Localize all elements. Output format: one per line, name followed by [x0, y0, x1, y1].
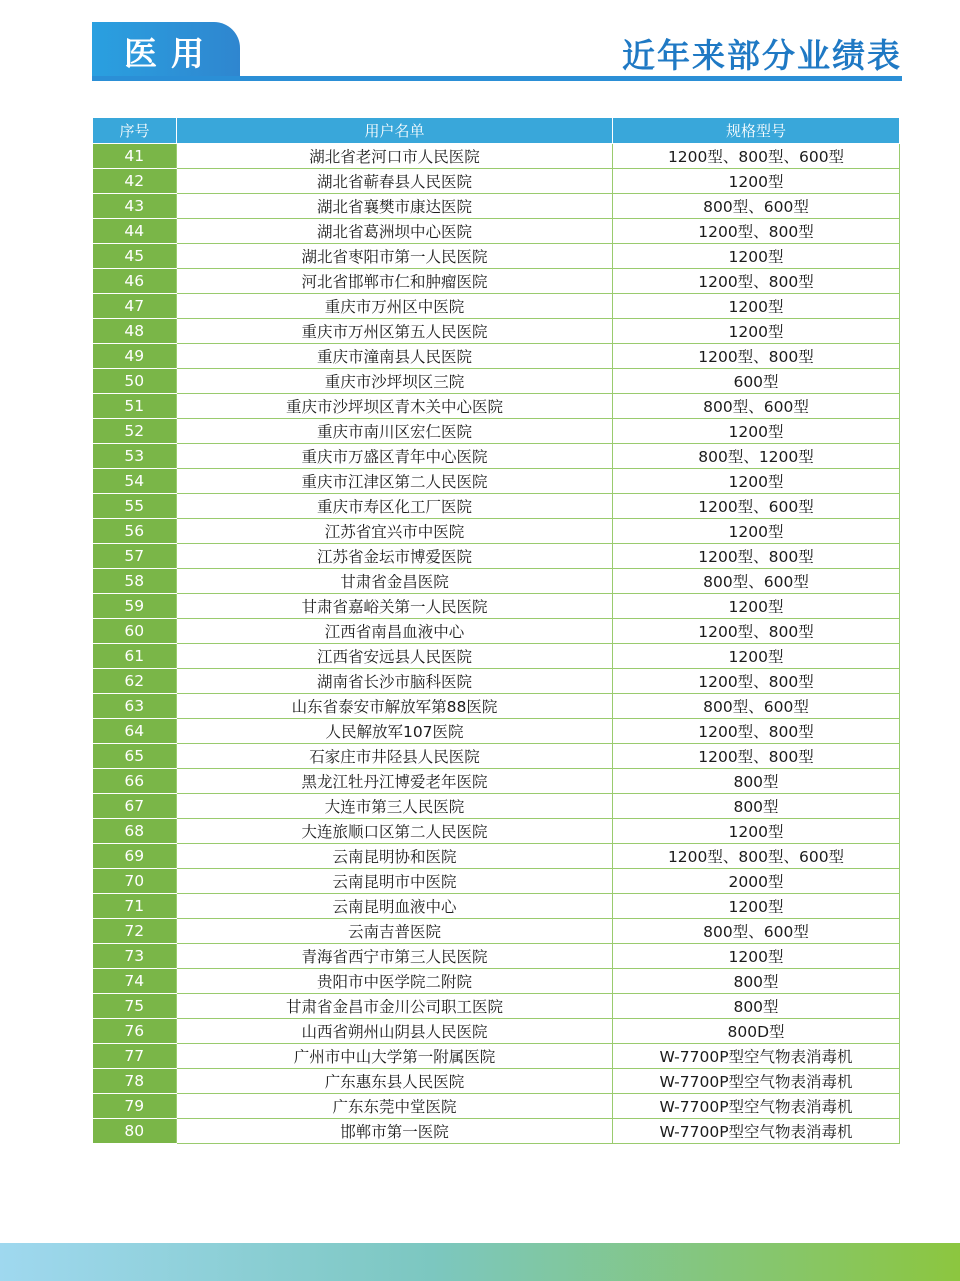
row-number: 51: [93, 394, 177, 419]
row-user-name: 山西省朔州山阴县人民医院: [177, 1019, 613, 1044]
table-row: [93, 394, 900, 419]
row-number: 76: [93, 1019, 177, 1044]
row-number: 75: [93, 994, 177, 1019]
row-user-name: 重庆市万盛区青年中心医院: [177, 444, 613, 469]
row-model: 1200型、800型: [613, 544, 900, 569]
row-user-name: 江西省安远县人民医院: [177, 644, 613, 669]
row-number: 72: [93, 919, 177, 944]
row-number: 56: [93, 519, 177, 544]
row-number: 59: [93, 594, 177, 619]
row-model: 1200型、800型、600型: [613, 844, 900, 869]
row-number: 41: [93, 144, 177, 169]
row-model: W-7700P型空气物表消毒机: [613, 1044, 900, 1069]
table-row: [93, 494, 900, 519]
table-row: [93, 269, 900, 294]
row-number: 80: [93, 1119, 177, 1144]
row-number: 62: [93, 669, 177, 694]
row-number: 63: [93, 694, 177, 719]
row-model: 800型、600型: [613, 919, 900, 944]
table-row: [93, 444, 900, 469]
table-row: [93, 1019, 900, 1044]
row-user-name: 甘肃省金昌市金川公司职工医院: [177, 994, 613, 1019]
row-number: 45: [93, 244, 177, 269]
row-model: 1200型: [613, 894, 900, 919]
row-number: 68: [93, 819, 177, 844]
row-model: 2000型: [613, 869, 900, 894]
row-user-name: 湖北省老河口市人民医院: [177, 144, 613, 169]
table-row: [93, 144, 900, 169]
row-user-name: 黑龙江牡丹江博爱老年医院: [177, 769, 613, 794]
row-model: 1200型、800型: [613, 744, 900, 769]
table-row: [93, 1119, 900, 1144]
row-model: 1200型: [613, 419, 900, 444]
row-model: 800型、600型: [613, 194, 900, 219]
row-model: 800型、600型: [613, 569, 900, 594]
table-row: [93, 1094, 900, 1119]
table-row: [93, 1069, 900, 1094]
row-model: 1200型、800型: [613, 669, 900, 694]
row-model: W-7700P型空气物表消毒机: [613, 1069, 900, 1094]
row-number: 54: [93, 469, 177, 494]
row-model: 800型: [613, 994, 900, 1019]
column-header-number: 序号: [93, 118, 177, 144]
row-model: 1200型、800型、600型: [613, 144, 900, 169]
row-user-name: 云南昆明市中医院: [177, 869, 613, 894]
table-row: [93, 969, 900, 994]
row-user-name: 甘肃省金昌医院: [177, 569, 613, 594]
row-number: 49: [93, 344, 177, 369]
table-row: [93, 369, 900, 394]
footer-band: [0, 1243, 960, 1281]
row-user-name: 石家庄市井陉县人民医院: [177, 744, 613, 769]
row-model: 1200型: [613, 519, 900, 544]
row-number: 48: [93, 319, 177, 344]
table-row: [93, 819, 900, 844]
performance-table: [92, 117, 900, 1144]
row-model: W-7700P型空气物表消毒机: [613, 1094, 900, 1119]
row-number: 71: [93, 894, 177, 919]
performance-table-container: [92, 117, 899, 1144]
row-user-name: 湖南省长沙市脑科医院: [177, 669, 613, 694]
row-user-name: 重庆市江津区第二人民医院: [177, 469, 613, 494]
row-user-name: 山东省泰安市解放军第88医院: [177, 694, 613, 719]
row-number: 74: [93, 969, 177, 994]
row-number: 58: [93, 569, 177, 594]
row-model: 1200型、800型: [613, 219, 900, 244]
table-row: [93, 469, 900, 494]
row-user-name: 大连市第三人民医院: [177, 794, 613, 819]
row-user-name: 江苏省宜兴市中医院: [177, 519, 613, 544]
row-number: 50: [93, 369, 177, 394]
row-model: 1200型、800型: [613, 619, 900, 644]
row-number: 73: [93, 944, 177, 969]
table-row: [93, 569, 900, 594]
row-number: 77: [93, 1044, 177, 1069]
table-row: [93, 894, 900, 919]
row-user-name: 重庆市寿区化工厂医院: [177, 494, 613, 519]
table-row: [93, 944, 900, 969]
table-row: [93, 294, 900, 319]
row-model: 1200型: [613, 819, 900, 844]
row-user-name: 重庆市潼南县人民医院: [177, 344, 613, 369]
table-row: [93, 344, 900, 369]
row-model: W-7700P型空气物表消毒机: [613, 1119, 900, 1144]
table-row: [93, 844, 900, 869]
row-model: 800型、1200型: [613, 444, 900, 469]
row-user-name: 重庆市沙坪坝区三院: [177, 369, 613, 394]
row-model: 1200型、800型: [613, 344, 900, 369]
column-header-user: 用户名单: [177, 118, 613, 144]
row-number: 65: [93, 744, 177, 769]
row-number: 67: [93, 794, 177, 819]
row-number: 52: [93, 419, 177, 444]
row-number: 46: [93, 269, 177, 294]
row-model: 1200型: [613, 294, 900, 319]
table-row: [93, 744, 900, 769]
row-model: 1200型: [613, 244, 900, 269]
row-number: 61: [93, 644, 177, 669]
row-model: 800型、600型: [613, 694, 900, 719]
table-row: [93, 219, 900, 244]
row-user-name: 湖北省蕲春县人民医院: [177, 169, 613, 194]
row-user-name: 广州市中山大学第一附属医院: [177, 1044, 613, 1069]
row-model: 1200型: [613, 169, 900, 194]
row-user-name: 河北省邯郸市仁和肿瘤医院: [177, 269, 613, 294]
table-row: [93, 869, 900, 894]
row-number: 70: [93, 869, 177, 894]
row-number: 69: [93, 844, 177, 869]
row-number: 64: [93, 719, 177, 744]
table-header-row: [93, 118, 900, 144]
table-row: [93, 669, 900, 694]
row-number: 55: [93, 494, 177, 519]
table-row: [93, 644, 900, 669]
row-model: 1200型、800型: [613, 719, 900, 744]
row-number: 47: [93, 294, 177, 319]
column-header-model: 规格型号: [613, 118, 900, 144]
row-number: 60: [93, 619, 177, 644]
table-row: [93, 994, 900, 1019]
row-user-name: 青海省西宁市第三人民医院: [177, 944, 613, 969]
row-user-name: 重庆市万州区中医院: [177, 294, 613, 319]
row-number: 53: [93, 444, 177, 469]
row-user-name: 重庆市南川区宏仁医院: [177, 419, 613, 444]
table-row: [93, 319, 900, 344]
row-model: 1200型: [613, 944, 900, 969]
table-row: [93, 519, 900, 544]
row-user-name: 人民解放军107医院: [177, 719, 613, 744]
table-row: [93, 544, 900, 569]
table-row: [93, 194, 900, 219]
row-user-name: 重庆市沙坪坝区青木关中心医院: [177, 394, 613, 419]
row-user-name: 贵阳市中医学院二附院: [177, 969, 613, 994]
table-row: [93, 1044, 900, 1069]
row-user-name: 云南昆明协和医院: [177, 844, 613, 869]
table-row: [93, 919, 900, 944]
row-user-name: 广东东莞中堂医院: [177, 1094, 613, 1119]
row-model: 1200型、800型: [613, 269, 900, 294]
row-user-name: 湖北省葛洲坝中心医院: [177, 219, 613, 244]
row-user-name: 湖北省襄樊市康达医院: [177, 194, 613, 219]
page-title: 近年来部分业绩表: [622, 36, 902, 75]
table-row: [93, 419, 900, 444]
row-user-name: 江西省南昌血液中心: [177, 619, 613, 644]
table-row: [93, 719, 900, 744]
row-number: 79: [93, 1094, 177, 1119]
table-body: [93, 144, 900, 1144]
table-row: [93, 594, 900, 619]
row-number: 44: [93, 219, 177, 244]
row-model: 1200型: [613, 469, 900, 494]
row-model: 800型: [613, 969, 900, 994]
row-user-name: 甘肃省嘉峪关第一人民医院: [177, 594, 613, 619]
row-model: 600型: [613, 369, 900, 394]
row-user-name: 重庆市万州区第五人民医院: [177, 319, 613, 344]
row-number: 78: [93, 1069, 177, 1094]
row-number: 66: [93, 769, 177, 794]
row-user-name: 江苏省金坛市博爱医院: [177, 544, 613, 569]
row-number: 43: [93, 194, 177, 219]
section-tab: [92, 22, 240, 80]
table-row: [93, 619, 900, 644]
row-model: 1200型、600型: [613, 494, 900, 519]
row-user-name: 云南昆明血液中心: [177, 894, 613, 919]
table-row: [93, 769, 900, 794]
table-row: [93, 244, 900, 269]
row-model: 1200型: [613, 594, 900, 619]
row-user-name: 湖北省枣阳市第一人民医院: [177, 244, 613, 269]
row-number: 42: [93, 169, 177, 194]
row-model: 800型: [613, 794, 900, 819]
section-label: 医用: [124, 33, 218, 73]
table-row: [93, 794, 900, 819]
row-number: 57: [93, 544, 177, 569]
row-model: 800D型: [613, 1019, 900, 1044]
row-model: 800型: [613, 769, 900, 794]
row-user-name: 邯郸市第一医院: [177, 1119, 613, 1144]
table-row: [93, 694, 900, 719]
row-model: 1200型: [613, 319, 900, 344]
row-user-name: 大连旅顺口区第二人民医院: [177, 819, 613, 844]
row-model: 800型、600型: [613, 394, 900, 419]
table-row: [93, 169, 900, 194]
row-user-name: 云南吉普医院: [177, 919, 613, 944]
row-user-name: 广东惠东县人民医院: [177, 1069, 613, 1094]
row-model: 1200型: [613, 644, 900, 669]
